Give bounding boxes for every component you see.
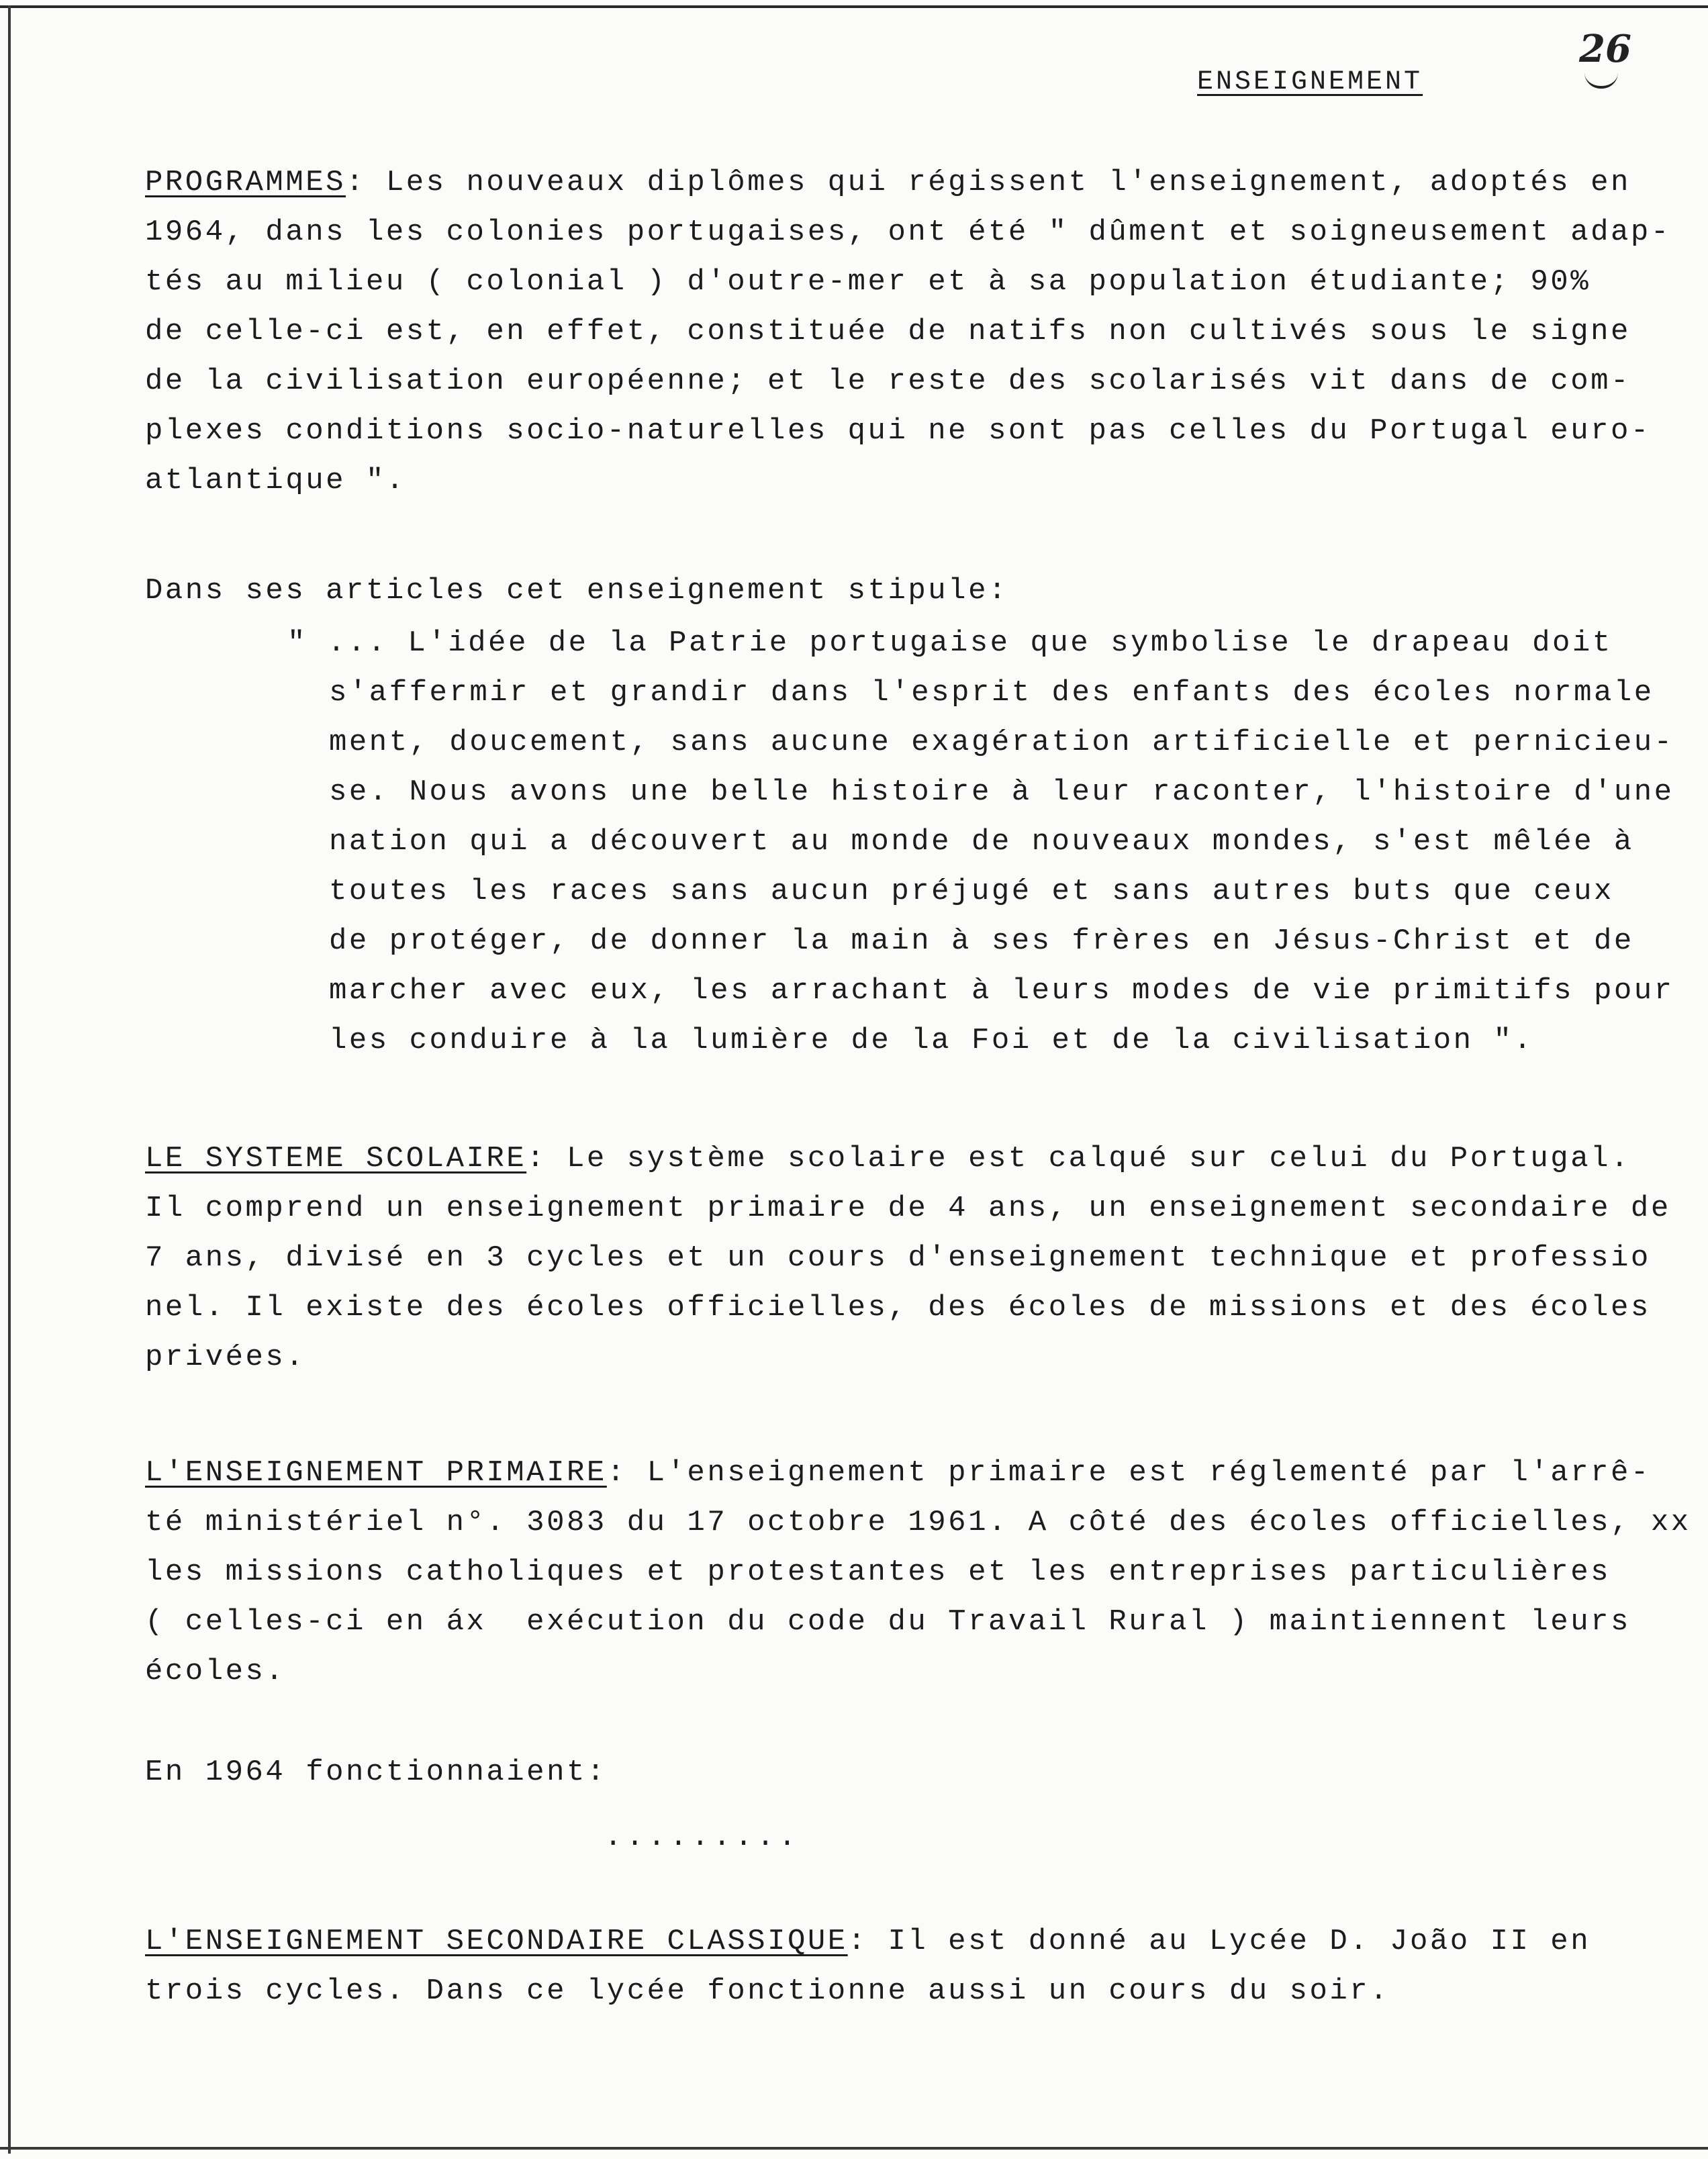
programmes-line-1 bbox=[145, 165, 1631, 200]
systeme-line-5: privées. bbox=[145, 1341, 306, 1374]
programmes-line-7: atlantique ". bbox=[145, 464, 406, 497]
page-title: ENSEIGNEMENT bbox=[1197, 67, 1423, 97]
programmes-line-3: tés au milieu ( colonial ) d'outre-mer et à sa population étudiante; 90% bbox=[145, 265, 1591, 299]
primaire-line-4: ( celles-ci en áx exécution du code du Travail Rural ) maintiennent leurs bbox=[145, 1605, 1631, 1639]
page-left-edge bbox=[8, 5, 11, 2154]
systeme-line-4: nel. Il existe des écoles officielles, des écoles de missions et des écoles bbox=[145, 1291, 1651, 1325]
primaire-line-5: écoles. bbox=[145, 1655, 286, 1688]
quote-line-7: de protéger, de donner la main à ses frères en Jésus-Christ et de bbox=[329, 924, 1634, 958]
fonction-text: En 1964 fonctionnaient: bbox=[145, 1756, 607, 1789]
quote-line-6: toutes les races sans aucun préjugé et sans autres buts que ceux bbox=[329, 875, 1614, 908]
secondaire-heading: L'ENSEIGNEMENT SECONDAIRE CLASSIQUE bbox=[145, 1925, 848, 1958]
secondaire-text: : Il est donné au Lycée D. João II en bbox=[847, 1925, 1591, 1958]
systeme-line-1 bbox=[145, 1141, 1631, 1176]
primaire-text: : L'enseignement primaire est réglementé par l'arrê- bbox=[606, 1456, 1651, 1490]
programmes-text: : Les nouveaux diplômes qui régissent l'enseignement, adoptés en bbox=[346, 166, 1631, 199]
ellipsis: ......... bbox=[604, 1821, 800, 1854]
page-top-edge bbox=[0, 5, 1708, 8]
quote-line-2: s'affermir et grandir dans l'esprit des enfants des écoles normale bbox=[329, 676, 1654, 710]
primaire-line-2: té ministériel n°. 3083 du 17 octobre 1961. A côté des écoles officielles, xx bbox=[145, 1506, 1691, 1539]
primaire-line-3: les missions catholiques et protestantes et les entreprises particulières bbox=[145, 1555, 1611, 1589]
quote-line-8: marcher avec eux, les arrachant à leurs modes de vie primitifs pour bbox=[329, 974, 1674, 1008]
quote-line-9: les conduire à la lumière de la Foi et de la civilisation ". bbox=[329, 1024, 1534, 1057]
handwritten-page-number: 26 bbox=[1579, 27, 1631, 71]
programmes-line-4: de celle-ci est, en effet, constituée de natifs non cultivés sous le signe bbox=[145, 315, 1631, 348]
quote-line-4: se. Nous avons une belle histoire à leur raconter, l'histoire d'une bbox=[329, 775, 1674, 809]
quote-line-5: nation qui a découvert au monde de nouveaux mondes, s'est mêlée à bbox=[329, 825, 1634, 859]
stipule-intro: Dans ses articles cet enseignement stipule: bbox=[145, 574, 1008, 608]
programmes-line-2: 1964, dans les colonies portugaises, ont été " dûment et soigneusement adap- bbox=[145, 215, 1671, 249]
systeme-line-2: Il comprend un enseignement primaire de 4 ans, un enseignement secondaire de bbox=[145, 1192, 1671, 1225]
systeme-heading: LE SYSTEME SCOLAIRE bbox=[145, 1142, 527, 1176]
quote-line-3: ment, doucement, sans aucune exagération artificielle et pernicieu- bbox=[329, 726, 1674, 759]
programmes-line-6: plexes conditions socio-naturelles qui ne sont pas celles du Portugal euro- bbox=[145, 414, 1651, 448]
systeme-line-3: 7 ans, divisé en 3 cycles et un cours d'enseignement technique et professio bbox=[145, 1241, 1651, 1275]
secondaire-line-2: trois cycles. Dans ce lycée fonctionne aussi un cours du soir. bbox=[145, 1974, 1390, 2008]
page-bottom-edge bbox=[0, 2147, 1708, 2150]
quote-line-1: " ... L'idée de la Patrie portugaise que symbolise le drapeau doit bbox=[287, 626, 1613, 660]
programmes-heading: PROGRAMMES bbox=[145, 166, 346, 199]
systeme-text: : Le système scolaire est calqué sur celui du Portugal. bbox=[526, 1142, 1631, 1176]
primaire-heading: L'ENSEIGNEMENT PRIMAIRE bbox=[145, 1456, 607, 1490]
handwritten-mark bbox=[1584, 73, 1618, 89]
programmes-line-5: de la civilisation européenne; et le reste des scolarisés vit dans de com- bbox=[145, 365, 1631, 398]
primaire-line-1 bbox=[145, 1455, 1651, 1490]
secondaire-line-1 bbox=[145, 1924, 1591, 1959]
